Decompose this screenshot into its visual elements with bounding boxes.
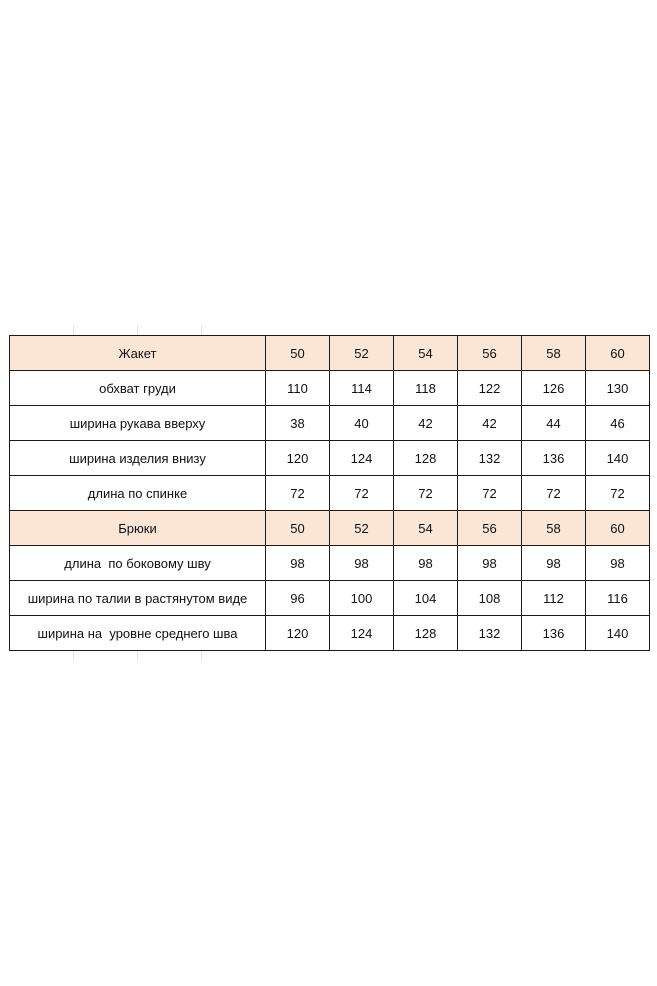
sheet-gridline <box>201 651 202 661</box>
value-cell: 108 <box>458 581 522 616</box>
value-cell: 132 <box>458 441 522 476</box>
value-cell: 122 <box>458 371 522 406</box>
value-cell: 42 <box>394 406 458 441</box>
value-cell: 44 <box>522 406 586 441</box>
value-cell: 72 <box>394 476 458 511</box>
value-cell: 128 <box>394 441 458 476</box>
value-cell: 124 <box>330 441 394 476</box>
section-title: Жакет <box>10 336 266 371</box>
size-header-cell: 52 <box>330 336 394 371</box>
sheet-gridline <box>73 325 74 335</box>
value-cell: 132 <box>458 616 522 651</box>
value-cell: 98 <box>330 546 394 581</box>
value-cell: 98 <box>458 546 522 581</box>
measurement-label: ширина рукава вверху <box>10 406 266 441</box>
size-header-cell: 54 <box>394 511 458 546</box>
jacket-header-row <box>10 336 650 371</box>
sheet-gridline <box>137 325 138 335</box>
value-cell: 98 <box>266 546 330 581</box>
table-row <box>10 406 650 441</box>
size-chart-table <box>9 335 650 651</box>
value-cell: 110 <box>266 371 330 406</box>
value-cell: 128 <box>394 616 458 651</box>
measurement-label: ширина по талии в растянутом виде <box>10 581 266 616</box>
table-row <box>10 441 650 476</box>
value-cell: 136 <box>522 441 586 476</box>
size-header-cell: 50 <box>266 336 330 371</box>
value-cell: 126 <box>522 371 586 406</box>
size-header-cell: 50 <box>266 511 330 546</box>
size-header-cell: 56 <box>458 336 522 371</box>
value-cell: 96 <box>266 581 330 616</box>
size-header-cell: 60 <box>586 336 650 371</box>
trousers-header-row <box>10 511 650 546</box>
table-row <box>10 581 650 616</box>
value-cell: 98 <box>586 546 650 581</box>
sheet-gridline <box>137 651 138 661</box>
value-cell: 46 <box>586 406 650 441</box>
size-header-cell: 58 <box>522 336 586 371</box>
value-cell: 72 <box>586 476 650 511</box>
value-cell: 72 <box>266 476 330 511</box>
table-row <box>10 616 650 651</box>
value-cell: 38 <box>266 406 330 441</box>
sheet-gridline <box>201 325 202 335</box>
measurement-label: ширина на уровне среднего шва <box>10 616 266 651</box>
size-header-cell: 60 <box>586 511 650 546</box>
value-cell: 98 <box>522 546 586 581</box>
value-cell: 104 <box>394 581 458 616</box>
value-cell: 72 <box>522 476 586 511</box>
measurement-label: длина по спинке <box>10 476 266 511</box>
section-title: Брюки <box>10 511 266 546</box>
size-header-cell: 56 <box>458 511 522 546</box>
value-cell: 118 <box>394 371 458 406</box>
value-cell: 140 <box>586 441 650 476</box>
size-header-cell: 52 <box>330 511 394 546</box>
value-cell: 40 <box>330 406 394 441</box>
table-row <box>10 371 650 406</box>
value-cell: 72 <box>330 476 394 511</box>
value-cell: 98 <box>394 546 458 581</box>
table-row <box>10 546 650 581</box>
value-cell: 116 <box>586 581 650 616</box>
value-cell: 124 <box>330 616 394 651</box>
measurement-label: длина по боковому шву <box>10 546 266 581</box>
table-row <box>10 476 650 511</box>
value-cell: 140 <box>586 616 650 651</box>
value-cell: 100 <box>330 581 394 616</box>
value-cell: 130 <box>586 371 650 406</box>
measurement-label: обхват груди <box>10 371 266 406</box>
measurement-label: ширина изделия внизу <box>10 441 266 476</box>
value-cell: 136 <box>522 616 586 651</box>
value-cell: 120 <box>266 441 330 476</box>
value-cell: 112 <box>522 581 586 616</box>
value-cell: 42 <box>458 406 522 441</box>
value-cell: 72 <box>458 476 522 511</box>
sheet-gridline <box>73 651 74 661</box>
size-header-cell: 58 <box>522 511 586 546</box>
value-cell: 120 <box>266 616 330 651</box>
size-header-cell: 54 <box>394 336 458 371</box>
value-cell: 114 <box>330 371 394 406</box>
